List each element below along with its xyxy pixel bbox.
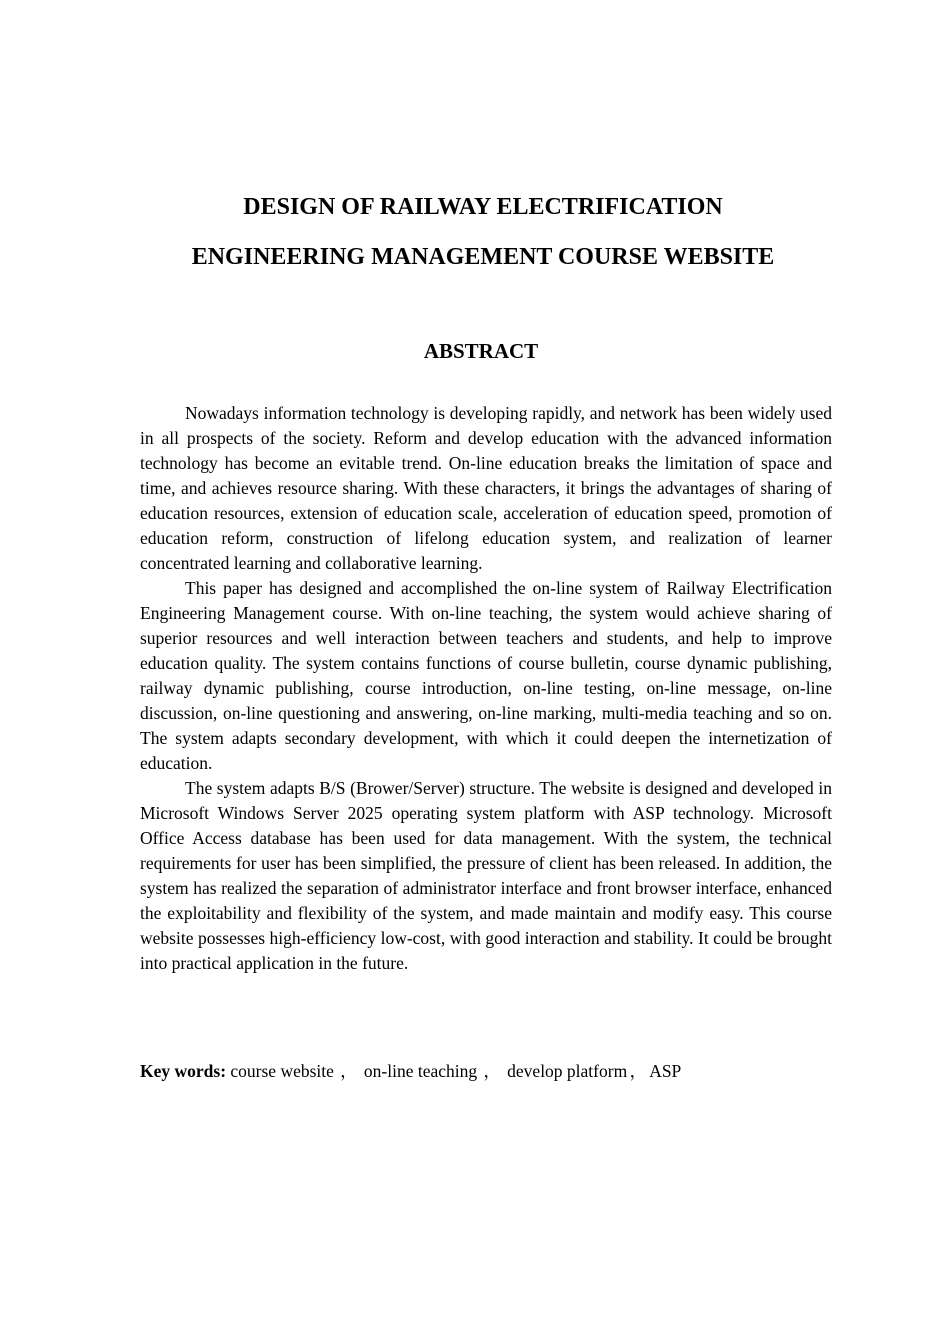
abstract-paragraph-2: This paper has designed and accomplished the on-line system of Railway Electrification Engineering Management course. With on-line teaching, the system would achieve sharing of superior resources and well interaction between teachers and students, and help to improve education quality. The system contains functions of course bulletin, course dynamic publishing, railway dynamic publishing, course introduction, on-line testing, on-line message, on-line discussion, on-line questioning and answering, on-line marking, multi-media teaching and so on. The system adapts secondary development, with which it could deepen the internetization of education. (140, 578, 832, 773)
keyword-separator: ， (629, 1061, 647, 1081)
keyword-item: on-line teaching (363, 1061, 478, 1081)
abstract-paragraph-1: Nowadays information technology is developing rapidly, and network has been widely used in all prospects of the society. Reform and develop education with the advanced information technology has become an evitable trend. On-line education breaks the limitation of space and time, and achieves resource sharing. With these characters, it brings the advantages of sharing of education resources, extension of education scale, acceleration of education speed, promotion of education reform, construction of lifelong education system, and realization of learner concentrated learning and collaborative learning. (140, 403, 832, 573)
title-line-1: DESIGN OF RAILWAY ELECTRIFICATION (243, 194, 723, 220)
keyword-separator: ， (483, 1061, 501, 1081)
keywords-label: Key words: (140, 1061, 227, 1081)
title-line-2: ENGINEERING MANAGEMENT COURSE WEBSITE (191, 244, 775, 270)
abstract-heading: ABSTRACT (423, 339, 539, 363)
keyword-item: course website (230, 1061, 334, 1081)
keyword-item: develop platform (507, 1061, 628, 1081)
keyword-separator: ， (340, 1061, 358, 1081)
abstract-paragraph-3: The system adapts B/S (Brower/Server) structure. The website is designed and developed in Microsoft Windows Server 2025 operating system platform with ASP technology. Microsoft Office Access database has been used for data management. With the system, the technical requirements for user has been simplified, the pressure of client has been released. In addition, the system has realized the separation of administrator interface and front browser interface, enhanced the exploitability and flexibility of the system, and made maintain and modify easy. This course website possesses high-efficiency low-cost, with good interaction and stability. It could be brought into practical application in the future. (140, 778, 832, 973)
abstract-body (140, 401, 832, 976)
keyword-item: ASP (649, 1061, 682, 1081)
keywords-line (140, 1059, 681, 1084)
